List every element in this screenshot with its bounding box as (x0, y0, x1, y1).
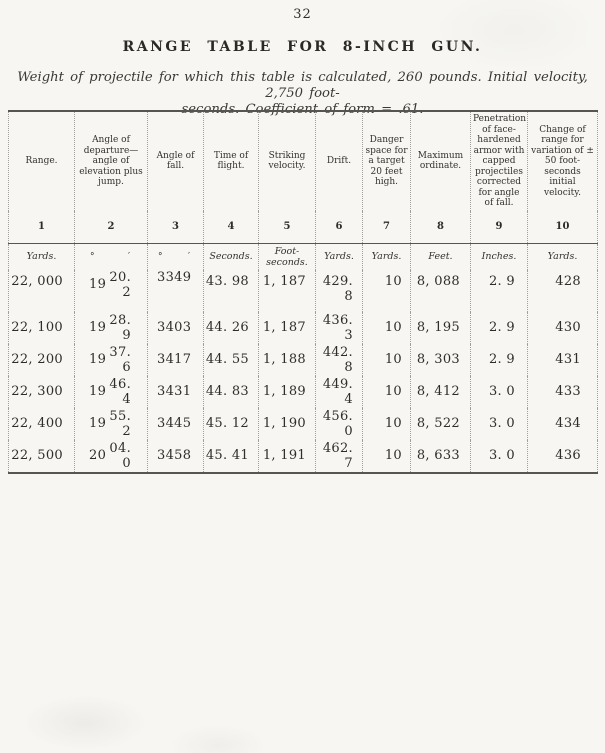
cell-danger-space: 10 (363, 408, 411, 440)
departure-minutes: 20. 2 (109, 269, 131, 300)
fall-degrees: 34 (157, 416, 175, 431)
departure-degrees: 19 (89, 320, 107, 335)
cell-penetration: 2. 9 (471, 344, 528, 376)
column-number-1: 1 (9, 211, 75, 244)
fall-minutes: 03 (174, 320, 192, 335)
cell-angle-departure (75, 270, 148, 312)
minute-symbol: ′ (127, 251, 130, 262)
fall-degrees: 34 (157, 448, 175, 463)
table-row (9, 270, 598, 312)
column-number-2: 2 (75, 211, 148, 244)
unit-maximum-ordinate: Feet. (411, 243, 471, 270)
cell-range: 22, 100 (9, 312, 75, 344)
column-header-change-of-range: Change of range for variation of ± 50 foot-seconds initial velocity. (528, 111, 598, 211)
column-number-3: 3 (148, 211, 204, 244)
cell-angle-fall (148, 440, 204, 473)
cell-maximum-ordinate: 8, 633 (411, 440, 471, 473)
cell-penetration: 3. 0 (471, 376, 528, 408)
cell-time-of-flight: 44. 26 (204, 312, 259, 344)
cell-angle-fall (148, 408, 204, 440)
cell-angle-departure (75, 376, 148, 408)
column-header-striking-velocity: Striking velocity. (259, 111, 316, 211)
cell-angle-departure (75, 312, 148, 344)
cell-angle-fall (148, 344, 204, 376)
cell-maximum-ordinate: 8, 303 (411, 344, 471, 376)
fall-minutes: 31 (174, 384, 192, 399)
unit-danger-space: Yards. (363, 243, 411, 270)
unit-range: Yards. (9, 243, 75, 270)
table-row (9, 344, 598, 376)
unit-time-of-flight: Seconds. (204, 243, 259, 270)
departure-minutes: 04. 0 (109, 440, 131, 471)
cell-angle-fall (148, 270, 204, 312)
cell-range: 22, 500 (9, 440, 75, 473)
departure-degrees: 19 (89, 384, 107, 399)
column-number-4: 4 (204, 211, 259, 244)
cell-maximum-ordinate: 8, 522 (411, 408, 471, 440)
cell-time-of-flight: 44. 83 (204, 376, 259, 408)
cell-time-of-flight: 44. 55 (204, 344, 259, 376)
subtitle-line-1: Weight of projectile for which this table is calculated, 260 pounds. Initial velocity, 2,750 foot- (17, 70, 588, 101)
degree-symbol: ° (158, 251, 163, 262)
cell-penetration: 2. 9 (471, 270, 528, 312)
unit-angle-fall (148, 243, 204, 270)
page-number: 32 (293, 7, 312, 22)
cell-danger-space: 10 (363, 312, 411, 344)
cell-angle-departure (75, 408, 148, 440)
column-header-drift: Drift. (316, 111, 363, 211)
cell-change-of-range: 436 (528, 440, 598, 473)
cell-range: 22, 200 (9, 344, 75, 376)
unit-striking-velocity: Foot-seconds. (259, 243, 316, 270)
column-header-range: Range. (9, 111, 75, 211)
departure-degrees: 20 (89, 448, 107, 463)
cell-striking-velocity: 1, 190 (259, 408, 316, 440)
cell-penetration: 3. 0 (471, 408, 528, 440)
cell-change-of-range: 434 (528, 408, 598, 440)
cell-danger-space: 10 (363, 344, 411, 376)
table-row (9, 376, 598, 408)
cell-change-of-range: 433 (528, 376, 598, 408)
minute-symbol: ′ (187, 251, 190, 262)
cell-danger-space: 10 (363, 270, 411, 312)
cell-time-of-flight: 45. 41 (204, 440, 259, 473)
fall-minutes: 17 (174, 352, 192, 367)
unit-drift: Yards. (316, 243, 363, 270)
departure-degrees: 19 (89, 416, 107, 431)
column-number-7: 7 (363, 211, 411, 244)
cell-change-of-range: 428 (528, 270, 598, 312)
cell-range: 22, 000 (9, 270, 75, 312)
header-row-names (9, 111, 598, 211)
column-header-time-of-flight: Time of flight. (204, 111, 259, 211)
cell-penetration: 3. 0 (471, 440, 528, 473)
units-row (9, 243, 598, 270)
fall-degrees: 34 (157, 352, 175, 367)
departure-minutes: 46. 4 (109, 376, 131, 407)
degree-symbol: ° (90, 251, 95, 262)
cell-striking-velocity: 1, 191 (259, 440, 316, 473)
cell-angle-departure (75, 344, 148, 376)
cell-range: 22, 400 (9, 408, 75, 440)
cell-change-of-range: 430 (528, 312, 598, 344)
column-header-penetration: Penetration of face-hardened armor with capped projectiles corrected for angle of fall. (471, 111, 528, 211)
cell-drift: 436. 3 (316, 312, 363, 344)
cell-drift: 429. 8 (316, 270, 363, 312)
column-number-5: 5 (259, 211, 316, 244)
unit-penetration: Inches. (471, 243, 528, 270)
fall-minutes: 49 (174, 269, 192, 285)
table-row (9, 440, 598, 473)
departure-degrees: 19 (89, 352, 107, 367)
column-number-6: 6 (316, 211, 363, 244)
cell-drift: 449. 4 (316, 376, 363, 408)
cell-angle-fall (148, 312, 204, 344)
cell-striking-velocity: 1, 187 (259, 312, 316, 344)
unit-angle-departure (75, 243, 148, 270)
departure-minutes: 28. 9 (109, 312, 131, 343)
column-header-maximum-ordinate: Maximum ordinate. (411, 111, 471, 211)
column-number-8: 8 (411, 211, 471, 244)
departure-minutes: 37. 6 (109, 344, 131, 375)
column-number-10: 10 (528, 211, 598, 244)
table-row (9, 408, 598, 440)
cell-maximum-ordinate: 8, 195 (411, 312, 471, 344)
cell-drift: 456. 0 (316, 408, 363, 440)
cell-maximum-ordinate: 8, 412 (411, 376, 471, 408)
range-table (8, 110, 598, 474)
cell-change-of-range: 431 (528, 344, 598, 376)
subtitle-line-2: seconds. Coefficient of form = .61. (181, 102, 424, 117)
cell-angle-fall (148, 376, 204, 408)
cell-penetration: 2. 9 (471, 312, 528, 344)
column-number-9: 9 (471, 211, 528, 244)
cell-striking-velocity: 1, 189 (259, 376, 316, 408)
fall-minutes: 45 (174, 416, 192, 431)
cell-drift: 462. 7 (316, 440, 363, 473)
cell-striking-velocity: 1, 187 (259, 270, 316, 312)
table-row (9, 312, 598, 344)
cell-maximum-ordinate: 8, 088 (411, 270, 471, 312)
cell-striking-velocity: 1, 188 (259, 344, 316, 376)
departure-degrees: 19 (89, 277, 107, 292)
cell-range: 22, 300 (9, 376, 75, 408)
column-header-angle-departure: Angle of departure—angle of elevation plus jump. (75, 111, 148, 211)
header-row-numbers (9, 211, 598, 244)
cell-time-of-flight: 43. 98 (204, 270, 259, 312)
range-table-container (8, 110, 597, 474)
column-header-angle-fall: Angle of fall. (148, 111, 204, 211)
unit-change-of-range: Yards. (528, 243, 598, 270)
fall-minutes: 58 (174, 448, 192, 463)
cell-angle-departure (75, 440, 148, 473)
fall-degrees: 34 (157, 320, 175, 335)
column-header-danger-space: Danger space for a target 20 feet high. (363, 111, 411, 211)
departure-minutes: 55. 2 (109, 408, 131, 439)
cell-danger-space: 10 (363, 440, 411, 473)
fall-degrees: 33 (157, 269, 175, 285)
fall-degrees: 34 (157, 384, 175, 399)
page-title: RANGE TABLE FOR 8-INCH GUN. (122, 39, 483, 55)
cell-drift: 442. 8 (316, 344, 363, 376)
cell-danger-space: 10 (363, 376, 411, 408)
cell-time-of-flight: 45. 12 (204, 408, 259, 440)
